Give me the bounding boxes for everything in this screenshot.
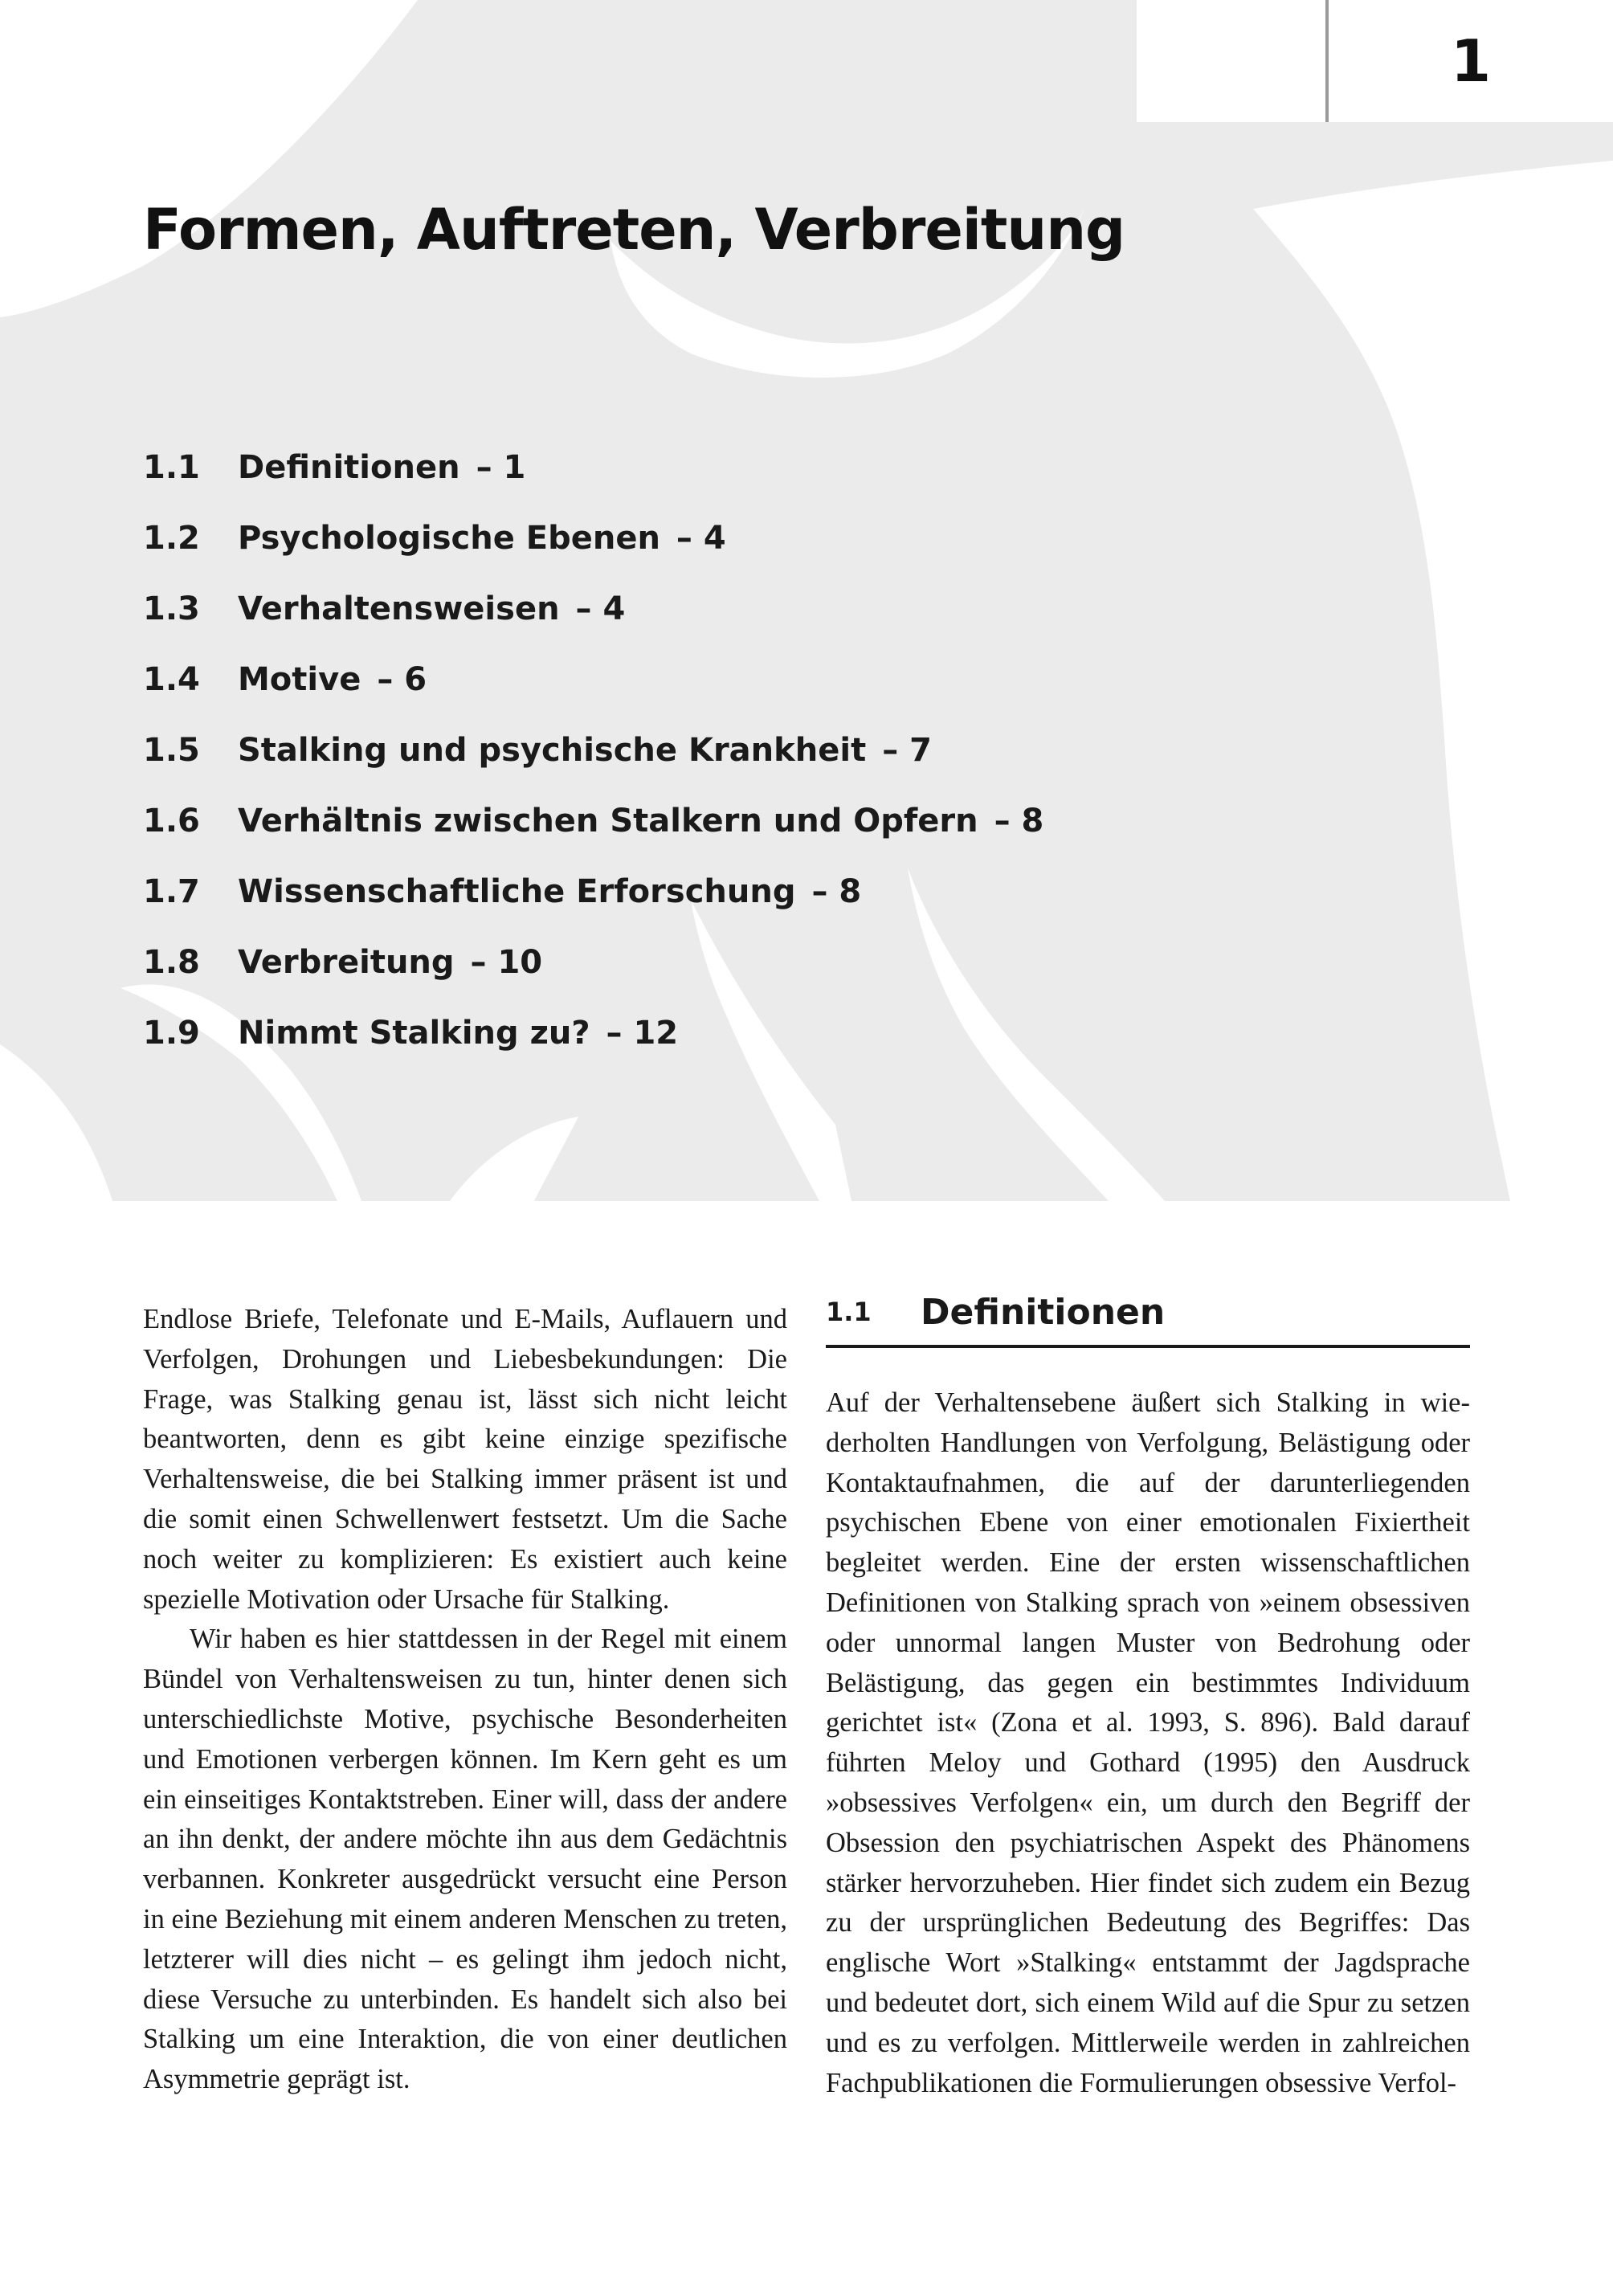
toc-item-1-8[interactable]	[143, 927, 1043, 998]
toc-title: Verhältnis zwischen Stalkern und Opfern	[238, 803, 978, 840]
toc-page: – 1	[476, 449, 526, 486]
intro-paragraph-2: Wir haben es hier stattdessen in der Regel mit einem Bündel von Verhaltensweisen zu tun, hinter denen sich unterschiedlichste Motive, psychische Besonderheiten und Emotionen verbergen können. Im Kern geht es um ein einseitiges Kontaktstreben. Einer will, dass der andere an ihn denkt, der andere möchte ihn aus dem Gedächtnis verbannen. Konkreter ausgedrückt versucht eine Person in eine Beziehung mit einem anderen Menschen zu treten, letzterer will dies nicht – es gelingt ihm jedoch nicht, diese Versuche zu unterbinden. Es handelt sich also bei Stalking um eine Interaktion, die von einer deutlichen Asymmetrie geprägt ist.	[143, 1624, 787, 2095]
toc-item-1-4[interactable]	[143, 644, 1043, 715]
toc-title: Wissenschaftliche Erforschung	[238, 873, 796, 910]
intro-paragraph-1: Endlose Briefe, Telefonate und E-Mails, Auflauern und Verfolgen, Drohungen und Liebesbekundungen: Die Frage, was Stalking genau ist, lässt sich nicht leicht beantworten, denn es gibt keine einzige spezifische Verhaltensweise, die bei Stalking immer präsent ist und die somit einen Schwellenwert festsetzt. Um die Sache noch weiter zu komplizieren: Es existiert auch keine spezielle Motivation oder Ursache für Stalking.	[143, 1304, 787, 1615]
section-number: 1.1	[826, 1297, 872, 1327]
toc-title: Psychologische Ebenen	[238, 520, 660, 557]
intro-column	[143, 1300, 787, 2100]
toc-title: Verhaltensweisen	[238, 590, 560, 627]
section-column	[826, 1383, 1470, 2103]
toc-number: 1.6	[143, 803, 200, 840]
toc-number: 1.7	[143, 873, 200, 910]
toc-item-1-1[interactable]	[143, 432, 1043, 503]
section-title: Definitionen	[921, 1291, 1166, 1333]
toc-page: – 6	[377, 661, 427, 698]
toc-item-1-5[interactable]	[143, 715, 1043, 786]
toc-page: – 4	[676, 520, 726, 557]
toc-page: – 8	[994, 803, 1044, 840]
toc-number: 1.3	[143, 590, 200, 627]
chapter-title: Formen, Auftreten, Verbreitung	[143, 197, 1125, 263]
toc-number: 1.8	[143, 944, 200, 981]
toc-number: 1.5	[143, 732, 200, 769]
chapter-number: 1	[1450, 27, 1492, 95]
toc-title: Motive	[238, 661, 361, 698]
toc-number: 1.4	[143, 661, 200, 698]
table-of-contents	[143, 432, 1043, 1068]
toc-number: 1.9	[143, 1015, 200, 1052]
toc-page: – 4	[575, 590, 626, 627]
toc-title: Nimmt Stalking zu?	[238, 1015, 590, 1052]
toc-page: – 8	[811, 873, 862, 910]
toc-number: 1.1	[143, 449, 200, 486]
toc-item-1-2[interactable]	[143, 503, 1043, 574]
toc-title: Stalking und psychische Krankheit	[238, 732, 867, 769]
toc-page: – 7	[882, 732, 932, 769]
toc-page: – 10	[470, 944, 543, 981]
toc-item-1-7[interactable]	[143, 856, 1043, 927]
toc-item-1-6[interactable]	[143, 786, 1043, 856]
toc-number: 1.2	[143, 520, 200, 557]
toc-page: – 12	[606, 1015, 679, 1052]
toc-title: Verbreitung	[238, 944, 455, 981]
section-heading	[826, 1279, 1470, 1348]
toc-item-1-3[interactable]	[143, 574, 1043, 644]
section-paragraph: Auf der Verhaltensebene äußert sich Stalking in wiederholten Handlungen von Verfolgung, Belästigung oder Kontaktaufnahmen, die auf der darunterliegenden psychischen Ebene von einer emotionalen Fixiertheit begleitet werden. Eine der ersten wissenschaftlichen Definitionen von Stalking sprach von »einem obsessiven oder unnormal langen Muster von Bedrohung oder Belästigung, das gegen ein bestimmtes Individuum gerichtet ist« (Zona et al. 1993, S. 896). Bald darauf führten Meloy und Gothard (1995) den Ausdruck »obsessives Verfolgen« ein, um durch den Begriff der Obsession den psychiatrischen Aspekt des Phänomens stärker hervorzuheben. Hier findet sich zudem ein Bezug zu der ursprünglichen Bedeutung des Begriffes: Das englische Wort »Stalking« entstammt der Jagdsprache und bedeutet dort, sich einem Wild auf die Spur zu setzen und es zu verfolgen. Mittlerweile werden in zahlreichen Fachpublikationen die Formulierungen obsessive Verfol-	[826, 1387, 1470, 2098]
toc-item-1-9[interactable]	[143, 998, 1043, 1068]
toc-title: Definitionen	[238, 449, 460, 486]
